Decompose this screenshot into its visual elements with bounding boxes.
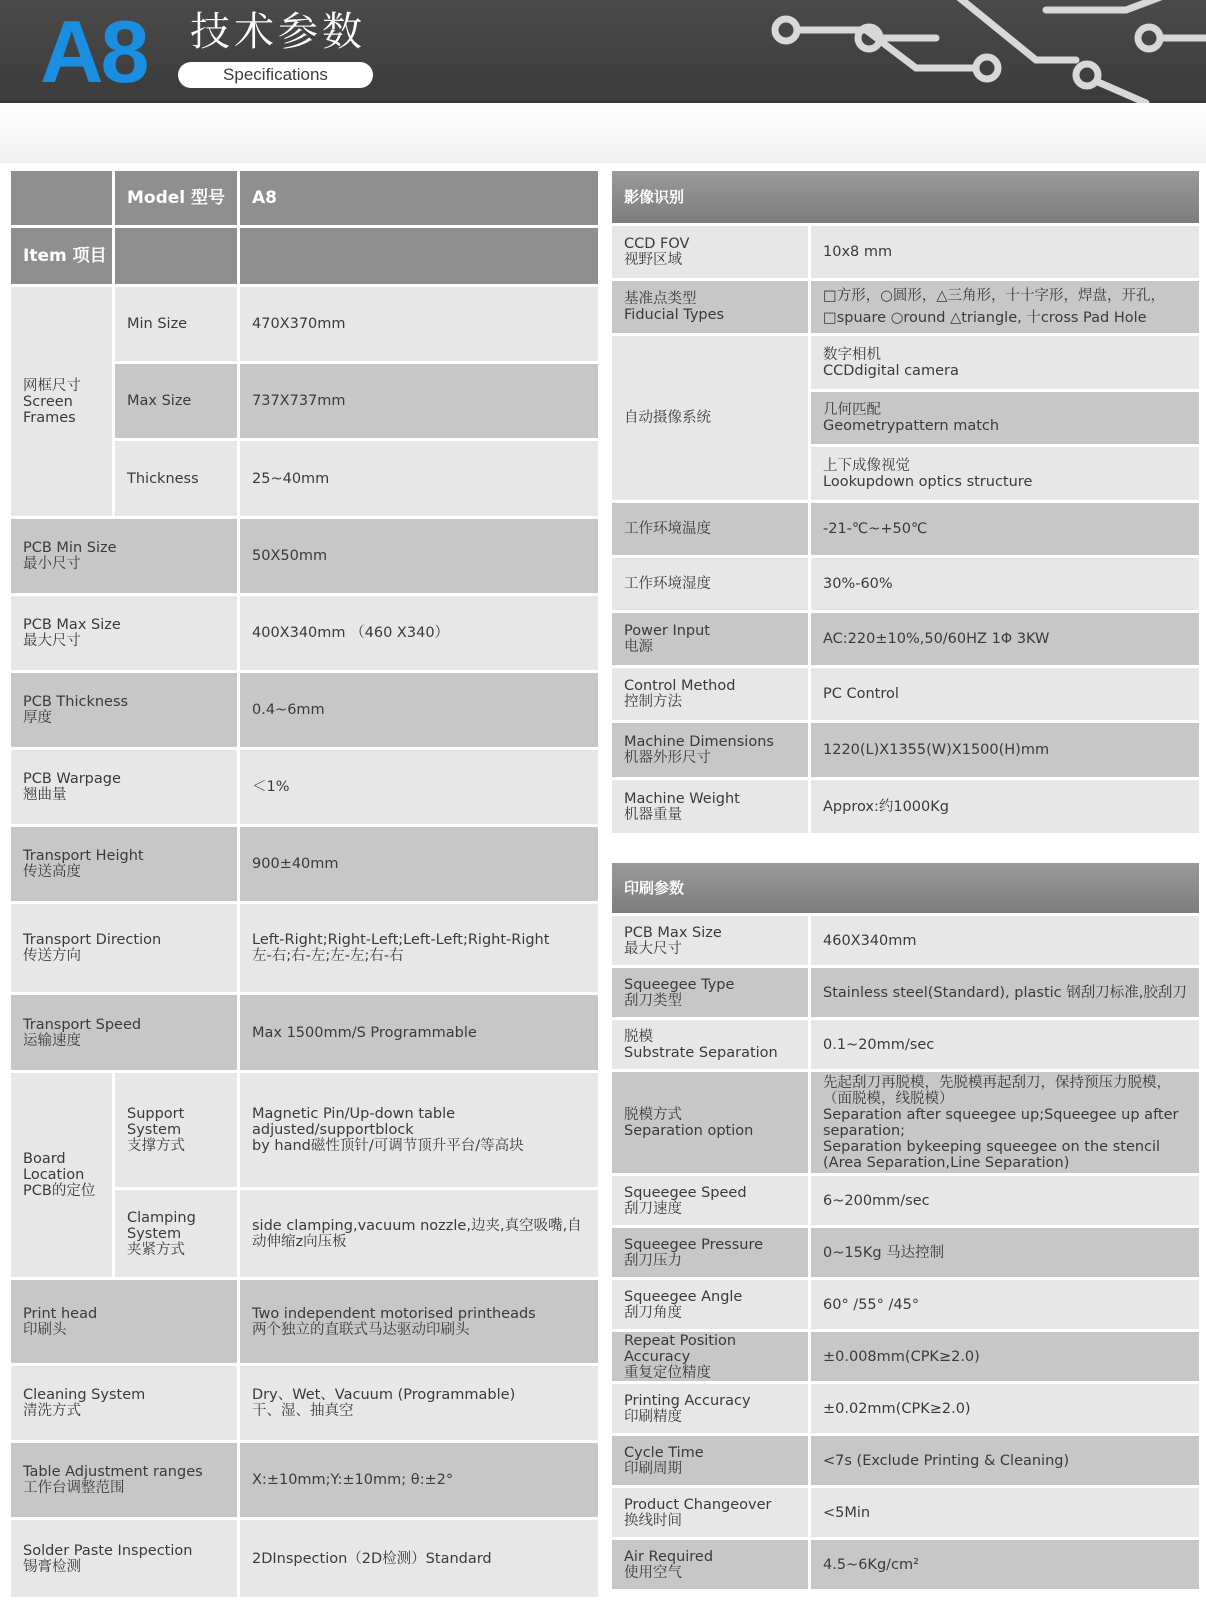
spec-label: 工作环境温度 <box>612 503 811 558</box>
spec-value: 0.1~20mm/sec <box>811 1020 1202 1072</box>
spec-value: ±0.008mm(CPK≥2.0) <box>811 1332 1202 1384</box>
thickness-value: 25~40mm <box>240 441 601 519</box>
camera-pattern-value: 几何匹配 Geometrypattern match <box>811 392 1202 447</box>
spec-label: PCB Warpage 翘曲量 <box>11 750 240 827</box>
spec-value: 460X340mm <box>811 916 1202 968</box>
item-label: Item 项目 <box>11 228 115 287</box>
spec-label: Table Adjustment ranges 工作台调整范围 <box>11 1443 240 1520</box>
model-label: Model 型号 <box>115 171 240 228</box>
model-value: A8 <box>240 171 601 228</box>
spec-value: Two independent motorised printheads 两个独立的直联式马达驱动印刷头 <box>240 1280 601 1366</box>
spec-value: PC Control <box>811 668 1202 723</box>
spec-value: 30%-60% <box>811 558 1202 613</box>
header-band <box>0 103 1206 163</box>
max-size-label: Max Size <box>115 364 240 441</box>
spec-value: 1220(L)X1355(W)X1500(H)mm <box>811 723 1202 780</box>
spec-value: 4.5~6Kg/cm² <box>811 1540 1202 1592</box>
page-header <box>0 0 1206 103</box>
spec-label: Printing Accuracy 印刷精度 <box>612 1384 811 1436</box>
spec-label: Squeegee Speed 刮刀速度 <box>612 1176 811 1228</box>
spec-label: Repeat Position Accuracy 重复定位精度 <box>612 1332 811 1384</box>
spec-label: Control Method 控制方法 <box>612 668 811 723</box>
clamping-label: Clamping System 夹紧方式 <box>115 1190 240 1280</box>
spec-value: 400X340mm （460 X340） <box>240 596 601 673</box>
item-blank <box>115 228 240 287</box>
spec-value: ＜1% <box>240 750 601 827</box>
spec-label: 工作环境湿度 <box>612 558 811 613</box>
spec-value: 900±40mm <box>240 827 601 904</box>
print-spec-table <box>612 863 1202 1603</box>
left-spec-table <box>11 171 603 1603</box>
spec-value: Max 1500mm/S Programmable <box>240 995 601 1073</box>
page-title: 技术参数 <box>190 9 366 55</box>
spec-label: Squeegee Pressure 刮刀压力 <box>612 1228 811 1280</box>
spec-label: Transport Direction 传送方向 <box>11 904 240 995</box>
spec-label: PCB Min Size 最小尺寸 <box>11 519 240 596</box>
spec-value: Left-Right;Right-Left;Left-Left;Right-Right 左-右;右-左;左-左;右-右 <box>240 904 601 995</box>
camera-optics-value: 上下成像视觉 Lookupdown optics structure <box>811 447 1202 503</box>
spec-value: 0~15Kg 马达控制 <box>811 1228 1202 1280</box>
spec-value: <5Min <box>811 1488 1202 1540</box>
spec-value: 50X50mm <box>240 519 601 596</box>
spec-value: AC:220±10%,50/60HZ 1Φ 3KW <box>811 613 1202 668</box>
spec-value: 先起刮刀再脱模，先脱模再起刮刀，保持预压力脱模， （面脱模，线脱模） Separation after squeegee up;Squeegee up after separation; Separation bykeeping squeegee on the stencil (Area Separation,Line Separation) <box>811 1072 1202 1176</box>
spec-label: PCB Max Size 最大尺寸 <box>612 916 811 968</box>
spec-label: Machine Weight 机器重量 <box>612 780 811 836</box>
item-blank-value <box>240 228 601 287</box>
screen-frames-label: 网框尺寸 Screen Frames <box>11 287 115 519</box>
print-section-header: 印刷参数 <box>612 863 1202 916</box>
spec-label: Squeegee Type 刮刀类型 <box>612 968 811 1020</box>
corner-cell <box>11 171 115 228</box>
spec-label: Squeegee Angle 刮刀角度 <box>612 1280 811 1332</box>
spec-value: 2DInspection（2D检测）Standard <box>240 1520 601 1600</box>
spec-label: 脱模 Substrate Separation <box>612 1020 811 1072</box>
thickness-label: Thickness <box>115 441 240 519</box>
spec-label: Air Required 使用空气 <box>612 1540 811 1592</box>
spec-label: Machine Dimensions 机器外形尺寸 <box>612 723 811 780</box>
vision-spec-table <box>612 171 1202 841</box>
support-value: Magnetic Pin/Up-down table adjusted/supportblock by hand磁性顶针/可调节顶升平台/等高块 <box>240 1073 601 1190</box>
fiducial-label: 基准点类型 Fiducial Types <box>612 281 811 336</box>
spec-label: Product Changeover 换线时间 <box>612 1488 811 1540</box>
max-size-value: 737X737mm <box>240 364 601 441</box>
spec-label: Cleaning System 清洗方式 <box>11 1366 240 1443</box>
clamping-value: side clamping,vacuum nozzle,边夹,真空吸嘴,自 动伸缩z向压板 <box>240 1190 601 1280</box>
min-size-label: Min Size <box>115 287 240 364</box>
fiducial-value: □方形，○圆形，△三角形，十十字形，焊盘，开孔， □spuare ○round △triangle, 十cross Pad Hole <box>811 281 1202 336</box>
support-label: Support System 支撑方式 <box>115 1073 240 1190</box>
spec-label: Power Input 电源 <box>612 613 811 668</box>
spec-value: Stainless steel(Standard), plastic 钢刮刀标准,胶刮刀 <box>811 968 1202 1020</box>
min-size-value: 470X370mm <box>240 287 601 364</box>
camera-digital-value: 数字相机 CCDdigital camera <box>811 336 1202 392</box>
spec-value: <7s (Exclude Printing & Cleaning) <box>811 1436 1202 1488</box>
spec-label: Solder Paste Inspection 锡膏检测 <box>11 1520 240 1600</box>
spec-label: Transport Height 传送高度 <box>11 827 240 904</box>
spec-value: ±0.02mm(CPK≥2.0) <box>811 1384 1202 1436</box>
spec-label: Transport Speed 运输速度 <box>11 995 240 1073</box>
model-logo: A8 <box>40 2 147 101</box>
spec-value: -21-℃~+50℃ <box>811 503 1202 558</box>
spec-label: PCB Thickness 厚度 <box>11 673 240 750</box>
page-subtitle: Specifications <box>178 62 373 88</box>
spec-value: Dry、Wet、Vacuum (Programmable) 干、湿、抽真空 <box>240 1366 601 1443</box>
spec-label: Cycle Time 印刷周期 <box>612 1436 811 1488</box>
spec-value: Approx:约1000Kg <box>811 780 1202 836</box>
ccd-fov-value: 10x8 mm <box>811 226 1202 281</box>
board-location-label: Board Location PCB的定位 <box>11 1073 115 1280</box>
spec-label: 脱模方式 Separation option <box>612 1072 811 1176</box>
spec-value: 60° /55° /45° <box>811 1280 1202 1332</box>
circuit-decoration-icon <box>646 0 1206 103</box>
vision-section-header: 影像识别 <box>612 171 1202 226</box>
ccd-fov-label: CCD FOV 视野区域 <box>612 226 811 281</box>
spec-value: X:±10mm;Y:±10mm; θ:±2° <box>240 1443 601 1520</box>
spec-value: 0.4~6mm <box>240 673 601 750</box>
camera-system-label: 自动摄像系统 <box>612 336 811 503</box>
spec-label: Print head 印刷头 <box>11 1280 240 1366</box>
spec-label: PCB Max Size 最大尺寸 <box>11 596 240 673</box>
spec-value: 6~200mm/sec <box>811 1176 1202 1228</box>
